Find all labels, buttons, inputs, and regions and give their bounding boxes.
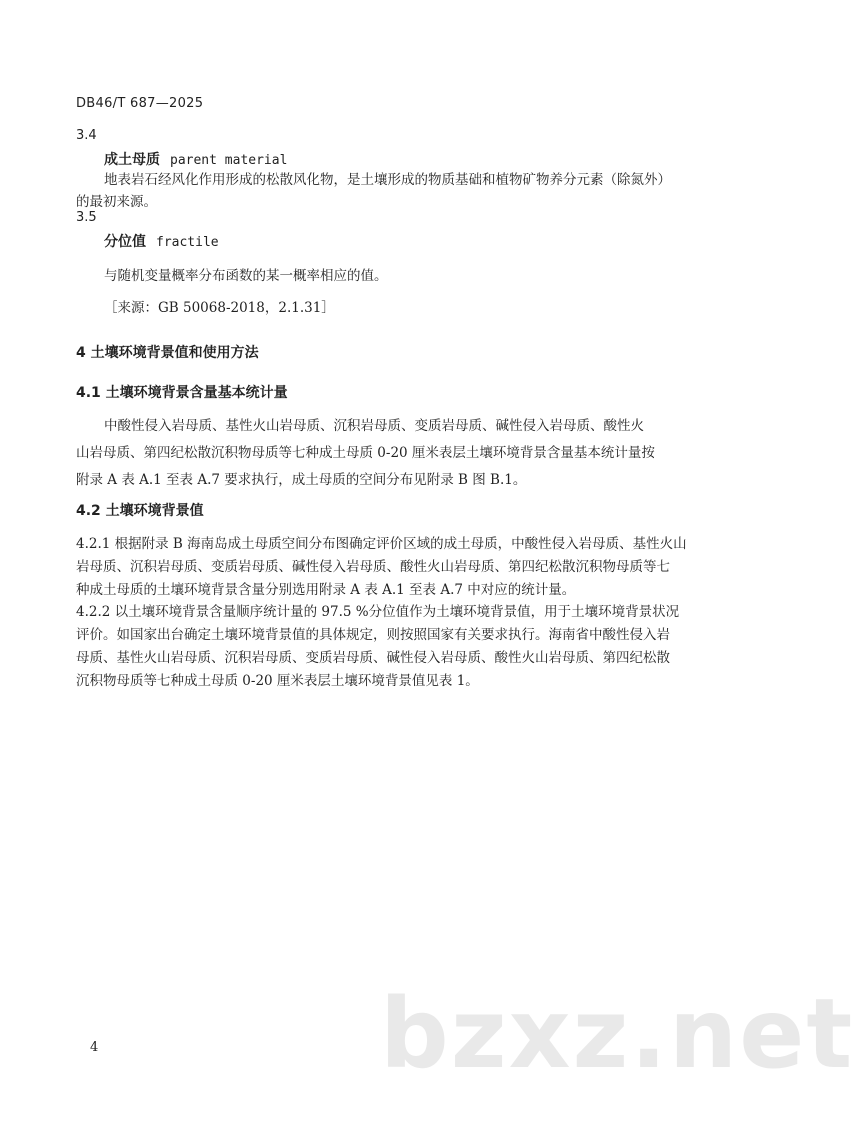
term-3-5 (104, 231, 219, 251)
clause-4-2-2-line1: 4.2.2 以土壤环境背景含量顺序统计量的 97.5 %分位值作为土壤环境背景值，用于土壤环境背景状况 (76, 604, 680, 620)
document-id: DB46/T 687—2025 (76, 96, 204, 111)
term-3-5-zh: 分位值 (104, 234, 146, 250)
definition-3-4-line1: 地表岩石经风化作用形成的松散风化物，是土壤形成的物质基础和植物矿物养分元素（除氮外） (104, 172, 671, 188)
section-4-2-title: 4.2 土壤环境背景值 (76, 503, 204, 519)
clause-4-2-2-line4: 沉积物母质等七种成土母质 0-20 厘米表层土壤环境背景值见表 1。 (76, 673, 479, 689)
clause-4-2-1-line3: 种成土母质的土壤环境背景含量分别选用附录 A 表 A.1 至表 A.7 中对应的统计量。 (76, 582, 576, 598)
section-4-title: 4 土壤环境背景值和使用方法 (76, 345, 259, 361)
clause-4-2-2-line2: 评价。如国家出台确定土壤环境背景值的具体规定，则按照国家有关要求执行。海南省中酸性侵入岩 (76, 627, 670, 643)
term-3-4-en: parent material (170, 153, 288, 168)
section-4-1-line3: 附录 A 表 A.1 至表 A.7 要求执行，成土母质的空间分布见附录 B 图 B.1。 (76, 472, 527, 488)
section-4-1-line2: 山岩母质、第四纪松散沉积物母质等七种成土母质 0-20 厘米表层土壤环境背景含量基本统计量按 (76, 445, 655, 461)
watermark: bzxz.net (380, 978, 854, 1090)
section-4-1-title: 4.1 土壤环境背景含量基本统计量 (76, 385, 288, 401)
term-3-4 (104, 149, 287, 169)
clause-4-2-2-line3: 母质、基性火山岩母质、沉积岩母质、变质岩母质、碱性侵入岩母质、酸性火山岩母质、第四纪松散 (76, 650, 670, 666)
definition-3-5-source: ［来源：GB 50068-2018，2.1.31］ (104, 300, 335, 316)
page-number: 4 (90, 1040, 99, 1055)
clause-3-4-number: 3.4 (76, 128, 97, 143)
clause-3-5-number: 3.5 (76, 210, 97, 225)
clause-4-2-1-line2: 岩母质、沉积岩母质、变质岩母质、碱性侵入岩母质、酸性火山岩母质、第四纪松散沉积物母质等七 (76, 559, 670, 575)
term-3-5-en: fractile (156, 235, 219, 250)
section-4-1-line1: 中酸性侵入岩母质、基性火山岩母质、沉积岩母质、变质岩母质、碱性侵入岩母质、酸性火 (104, 418, 644, 434)
definition-3-5: 与随机变量概率分布函数的某一概率相应的值。 (104, 268, 388, 284)
clause-4-2-1-line1: 4.2.1 根据附录 B 海南岛成土母质空间分布图确定评价区域的成土母质，中酸性侵入岩母质、基性火山 (76, 536, 687, 552)
term-3-4-zh: 成土母质 (104, 152, 160, 168)
definition-3-4-line2: 的最初来源。 (76, 194, 157, 210)
